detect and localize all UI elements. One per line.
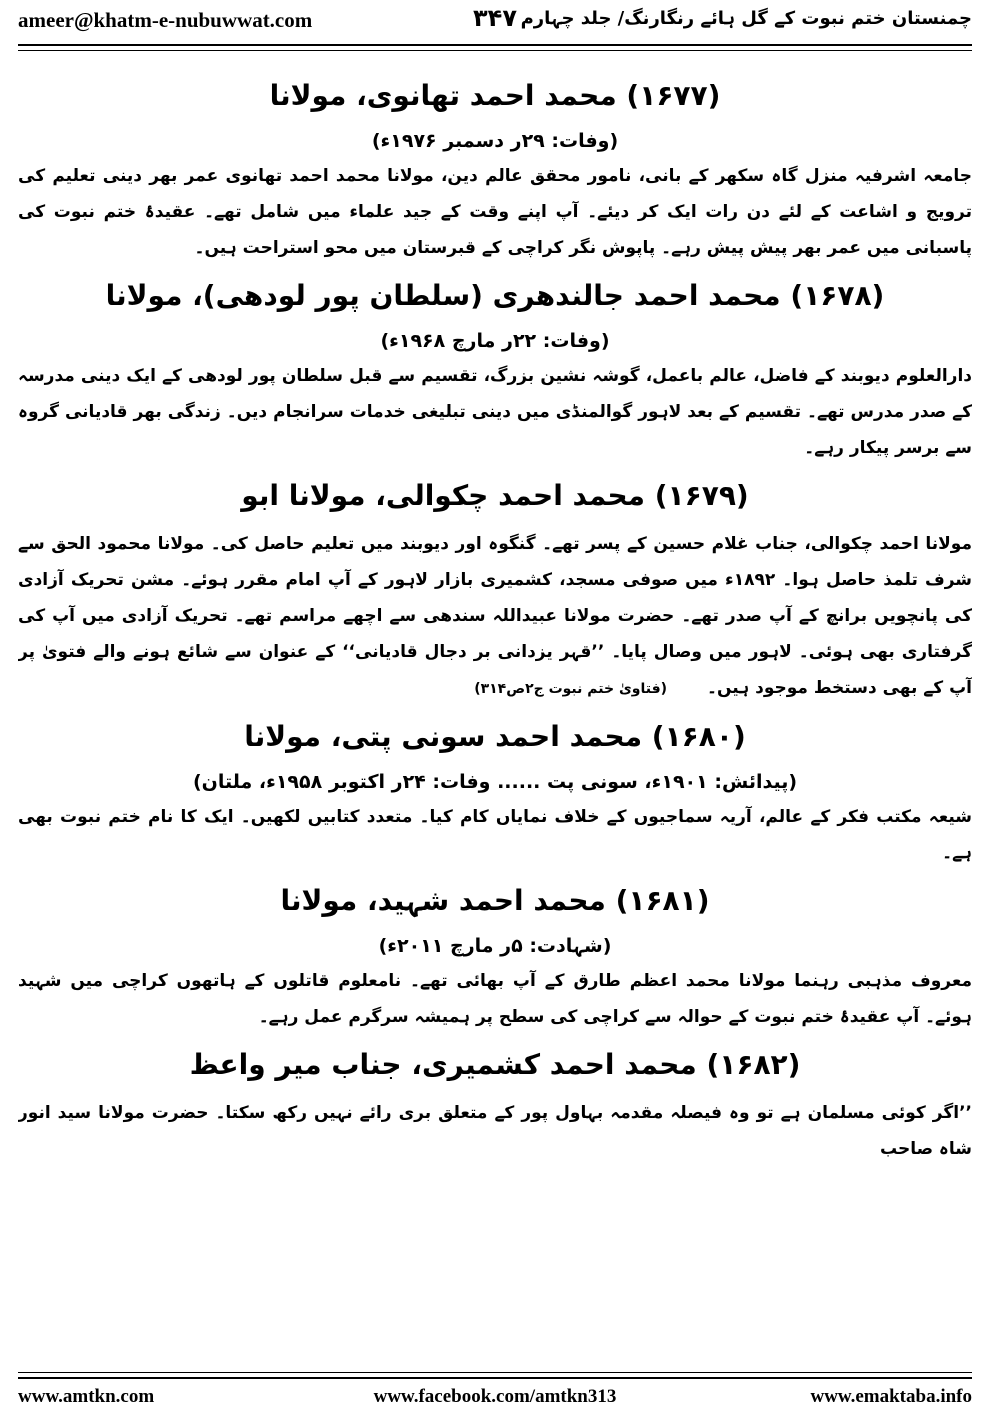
entry-body: شیعہ مکتب فکر کے عالم، آریہ سماجیوں کے خلاف نمایاں کام کیا۔ متعدد کتابیں لکھیں۔ ایک کا نام ختم نبوت بھی ہے۔ bbox=[18, 807, 972, 863]
entry-title: (۱۶۸۲) محمد احمد کشمیری، جناب میر واعظ bbox=[189, 1048, 801, 1081]
entry bbox=[18, 1041, 972, 1167]
page-content bbox=[18, 72, 972, 1362]
entry-title: (۱۶۷۹) محمد احمد چکوالی، مولانا ابو bbox=[241, 479, 749, 512]
entry-reference: (فتاویٰ ختم نبوت ج۲ص۳۱۴) bbox=[474, 681, 668, 697]
entry-body: معروف مذہبی رہنما مولانا محمد اعظم طارق کے آپ بھائی تھے۔ نامعلوم قاتلوں کے ہاتھوں کراچی میں شہید ہوئے۔ آپ عقیدۂ ختم نبوت کے حوالہ سے کراچی کی سطح پر ہمیشہ سرگرم عمل رہے۔ bbox=[18, 971, 972, 1027]
footer-link-emaktaba[interactable]: www.emaktaba.info bbox=[810, 1386, 972, 1407]
entry-date: (وفات: ۲۲ر مارچ ۱۹۶۸ء) bbox=[380, 330, 610, 352]
footer-link-facebook[interactable]: www.facebook.com/amtkn313 bbox=[373, 1386, 617, 1407]
entry-title: (۱۶۸۱) محمد احمد شہید، مولانا bbox=[280, 884, 710, 917]
footer-rule-thin bbox=[18, 1372, 972, 1373]
entry-date: (شہادت: ۵ر مارچ ۲۰۱۱ء) bbox=[378, 935, 612, 957]
book-title: چمنستان ختم نبوت کے گل ہائے رنگارنگ/ جلد چہارم bbox=[520, 8, 972, 29]
footer-link-amtkn[interactable]: www.amtkn.com bbox=[18, 1386, 155, 1407]
entry-title: (۱۶۷۸) محمد احمد جالندھری (سلطان پور لودھی)، مولانا bbox=[105, 279, 885, 312]
entry-body-text: مولانا احمد چکوالی، جناب غلام حسین کے پسر تھے۔ گنگوہ اور دیوبند میں تعلیم حاصل کی۔ مولانا محمود الحق سے شرف تلمذ حاصل ہوا۔ ۱۸۹۲ء میں صوفی مسجد، کشمیری بازار لاہور کے آپ امام مقرر ہوئے۔ مشن تحریک آزادی کی پانچویں برانچ کے آپ صدر تھے۔ حضرت مولانا عبیداللہ سندھی سے اچھے مراسم تھے۔ تحریک آزادی میں آپ کی گرفتاری بھی ہوئی۔ لاہور میں وصال پایا۔ ’’قہر یزدانی بر دجال قادیانی‘‘ کے عنوان سے شائع ہونے والے فتویٰ پر آپ کے بھی دستخط موجود ہیں۔ bbox=[18, 534, 972, 698]
entry-title: (۱۶۸۰) محمد احمد سونی پتی، مولانا bbox=[244, 720, 746, 753]
entry-date: (وفات: ۲۹ر دسمبر ۱۹۷۶ء) bbox=[371, 130, 619, 152]
entry bbox=[18, 72, 972, 266]
footer-rule bbox=[18, 1377, 972, 1379]
header-rule-thin bbox=[18, 50, 972, 51]
page-footer bbox=[0, 1372, 990, 1420]
entry bbox=[18, 272, 972, 466]
entry bbox=[18, 472, 972, 707]
header-email[interactable]: ameer@khatm-e-nubuwwat.com bbox=[18, 8, 313, 32]
entry bbox=[18, 877, 972, 1035]
entry-body: جامعہ اشرفیہ منزل گاہ سکھر کے بانی، نامور محقق عالم دین، مولانا محمد احمد تھانوی عمر بھر دینی تعلیم کی ترویج و اشاعت کے لئے دن رات ایک کر دیئے۔ آپ اپنے وقت کے جید علماء میں شامل تھے۔ عقیدۂ ختم نبوت کی پاسبانی میں عمر بھر پیش پیش رہے۔ پاپوش نگر کراچی کے قبرستان میں محو استراحت ہیں۔ bbox=[18, 166, 972, 258]
entry-body bbox=[18, 526, 972, 707]
page-number: ۳۴۷ bbox=[473, 4, 517, 32]
entry-date: (پیدائش: ۱۹۰۱ء، سونی پت ...... وفات: ۲۴ر اکتوبر ۱۹۵۸ء، ملتان) bbox=[192, 771, 798, 793]
header-rule bbox=[18, 44, 972, 46]
entry bbox=[18, 713, 972, 871]
entry-body: دارالعلوم دیوبند کے فاضل، عالم باعمل، گوشہ نشین بزرگ، تقسیم سے قبل سلطان پور لودھی کے ایک دینی مدرسہ کے صدر مدرس تھے۔ تقسیم کے بعد لاہور گوالمنڈی میں دینی تبلیغی خدمات سرانجام دیں۔ زندگی بھر قادیانی گروہ سے برسر پیکار رہے۔ bbox=[18, 366, 972, 458]
entry-body: ’’اگر کوئی مسلمان ہے تو وہ فیصلہ مقدمہ بہاول پور کے متعلق بری رائے نہیں رکھ سکتا۔ حضرت مولانا سید انور شاہ صاحب bbox=[18, 1103, 972, 1159]
page-header bbox=[0, 0, 990, 64]
entry-title: (۱۶۷۷) محمد احمد تھانوی، مولانا bbox=[269, 79, 721, 112]
